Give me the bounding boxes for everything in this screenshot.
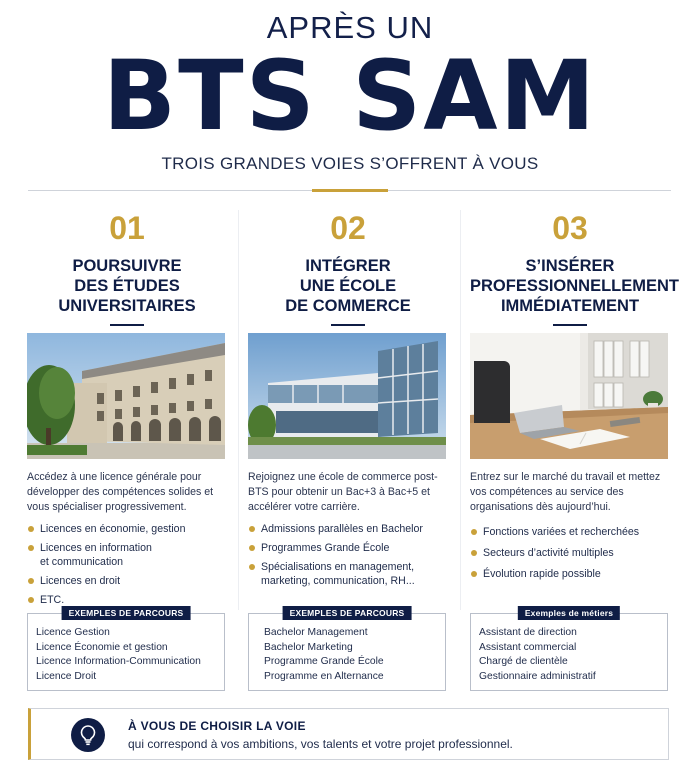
column-number: 01 [109, 210, 145, 246]
list-item [27, 522, 227, 536]
list-item [248, 522, 448, 536]
list-item [470, 525, 670, 539]
column-title-line: POURSUIVRE [72, 257, 182, 275]
bullet-dot [471, 529, 477, 535]
example-item: Assistant de direction [479, 627, 577, 638]
list-item-label: Admissions parallèles en Bachelor [261, 523, 423, 535]
column-title-line: S’INSÉRER [525, 257, 615, 275]
examples-box [248, 608, 446, 691]
example-item: Licence Droit [36, 670, 97, 682]
list-item [470, 567, 670, 581]
bullet-dot [471, 571, 477, 577]
bullet-dot [249, 526, 255, 532]
university-building-photo [27, 333, 225, 459]
example-item: Assistant commercial [479, 641, 577, 653]
example-item: Gestionnaire administratif [479, 670, 596, 682]
example-item: Licence Gestion [36, 627, 110, 638]
bullet-dot [471, 550, 477, 556]
bullet-dot [28, 578, 34, 584]
pre-title: APRÈS UN [266, 10, 434, 45]
list-item-label: ETC. [40, 594, 65, 606]
title-underline [110, 324, 144, 326]
list-item-label: Licences en droit [40, 575, 121, 587]
examples-list [36, 626, 201, 684]
column-title-line: INTÉGRER [305, 257, 391, 275]
column-intro: Entrez sur le marché du travail et mettez vos compétences au service des organisations dès aujourd’hui. [470, 471, 661, 513]
examples-box [27, 608, 225, 691]
example-item: Bachelor Marketing [264, 641, 353, 653]
column-title [248, 256, 448, 316]
list-item [470, 546, 670, 560]
examples-label: Exemples de métiers [518, 606, 620, 620]
example-item: Licence Information-Communication [36, 656, 201, 667]
list-item-label: Fonctions variées et recherchées [483, 526, 640, 538]
bullet-dot [28, 545, 34, 551]
list-item-label: Spécialisations en management, marketing, communication, RH... [261, 561, 415, 587]
business-school-photo [248, 333, 446, 459]
office-desk-photo [470, 333, 668, 459]
bullet-dot [28, 526, 34, 532]
list-item-label: Évolution rapide possible [483, 568, 601, 580]
column-divider [238, 210, 239, 610]
list-item-label: Licences en économie, gestion [40, 523, 186, 535]
column-divider [460, 210, 461, 610]
list-item [27, 593, 227, 607]
example-item: Programme en Alternance [264, 670, 384, 682]
examples-list [479, 626, 596, 684]
list-item [248, 560, 448, 588]
examples-label: EXEMPLES DE PARCOURS [62, 606, 191, 620]
column-title-line: IMMÉDIATEMENT [500, 297, 640, 315]
example-item: Licence Économie et gestion [36, 641, 168, 653]
lightbulb-icon [71, 718, 105, 752]
column-title-line: PROFESSIONNELLEMENT [470, 277, 680, 295]
example-item: Programme Grande École [264, 656, 384, 667]
bullet-dot [249, 564, 255, 570]
column-title [27, 256, 227, 316]
examples-box [470, 608, 668, 691]
list-item-label: Programmes Grande École [261, 542, 390, 554]
example-item: Bachelor Management [264, 627, 368, 638]
title-underline [331, 324, 365, 326]
column-number: 03 [552, 210, 588, 246]
example-item: Chargé de clientèle [479, 656, 568, 667]
footer-title: À VOUS DE CHOISIR LA VOIE [128, 719, 306, 733]
examples-list [264, 626, 384, 684]
column-title-line: UNE ÉCOLE [299, 277, 397, 295]
footer-callout [28, 708, 669, 760]
column-intro: Rejoignez une école de commerce post-BTS pour obtenir un Bac+3 à Bac+5 et accélérer votre carrière. [248, 471, 438, 513]
subtitle: TROIS GRANDES VOIES S’OFFRENT À VOUS [161, 154, 539, 173]
bullet-dot [28, 597, 34, 603]
examples-label: EXEMPLES DE PARCOURS [283, 606, 412, 620]
bullet-list [248, 522, 448, 593]
column-title [470, 256, 680, 316]
header-divider-accent [312, 189, 388, 192]
bullet-dot [249, 545, 255, 551]
footer-text: qui correspond à vos ambitions, vos talents et votre projet professionnel. [128, 737, 513, 751]
title-underline [553, 324, 587, 326]
bullet-list [27, 522, 227, 612]
column-intro: Accédez à une licence générale pour développer des compétences solides et vous spécialiser progressivement. [27, 471, 214, 513]
bullet-list [470, 525, 670, 586]
list-item [248, 541, 448, 555]
list-item [27, 541, 227, 569]
list-item-label: Secteurs d’activité multiples [483, 547, 614, 559]
column-title-line: DE COMMERCE [285, 297, 411, 315]
column-title-line: DES ÉTUDES [74, 277, 180, 295]
column-title-line: UNIVERSITAIRES [58, 297, 196, 315]
list-item-label: Licences en information et communication [40, 542, 152, 568]
list-item [27, 574, 227, 588]
main-title: BTS SAM [102, 40, 598, 152]
column-number: 02 [330, 210, 366, 246]
